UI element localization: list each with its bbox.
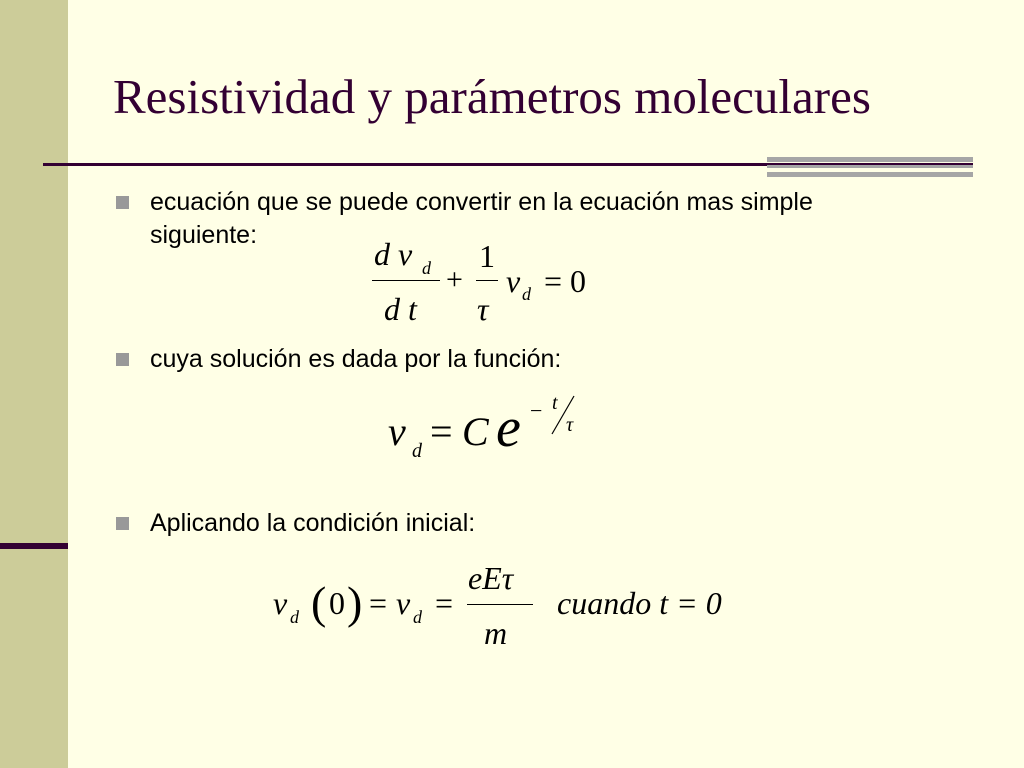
equation-solution: v d = C e − t τ xyxy=(388,392,608,472)
left-decorative-band xyxy=(0,0,68,768)
equation-initial-condition: v d ( 0 ) = v d = eEτ m cuando t = 0 xyxy=(273,560,722,651)
left-accent-bar xyxy=(0,543,68,549)
slash-icon xyxy=(548,394,578,438)
equation-differential: d v d d t + 1 τ v d = 0 xyxy=(374,236,587,327)
slide-title: Resistividad y parámetros moleculares xyxy=(113,69,871,124)
bullet-square-icon xyxy=(116,196,129,209)
bullet-text-2: cuya solución es dada por la función: xyxy=(150,345,562,373)
decorative-bars xyxy=(767,157,973,177)
bullet-text-1: ecuación que se puede convertir en la ecuación mas simple siguiente: xyxy=(150,188,813,249)
bullet-square-icon xyxy=(116,517,129,530)
bullet-text-3: Aplicando la condición inicial: xyxy=(150,509,476,537)
bullet-square-icon xyxy=(116,353,129,366)
